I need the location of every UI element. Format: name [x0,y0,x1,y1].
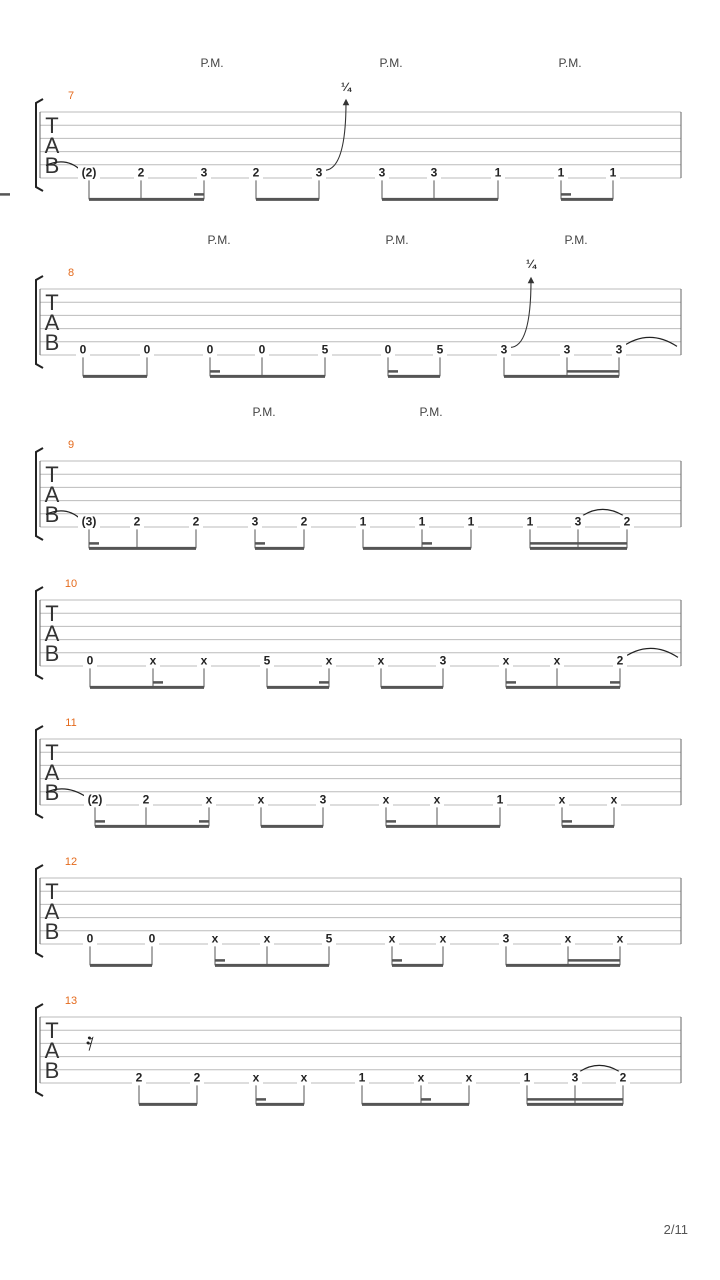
tab-clef-b: B [44,330,60,355]
fret-note: x [564,931,572,946]
tab-clef-a: A [44,760,60,785]
system-12 [36,856,681,965]
fret-note: 1 [496,792,504,807]
fret-note: 3 [430,165,438,180]
tab-clef-t: T [45,740,59,765]
fret-note: 1 [526,514,534,529]
fret-note: (2) [81,165,97,180]
measure-number: 9 [67,439,75,451]
fret-note: x [252,1070,260,1085]
fret-note: 3 [615,342,623,357]
fret-note: 3 [200,165,208,180]
tab-clef-a: A [44,899,60,924]
fret-note: 3 [439,653,447,668]
measure-number: 11 [65,717,77,729]
fret-note: 2 [135,1070,143,1085]
fret-note: x [377,653,385,668]
fret-note: 2 [142,792,150,807]
fret-note: 0 [148,931,156,946]
fret-note: x [149,653,157,668]
palm-mute-label: P.M. [379,56,403,70]
fret-note: 1 [523,1070,531,1085]
fret-note: (2) [87,792,103,807]
tab-clef-a: A [44,1038,60,1063]
tab-clef [45,601,60,666]
measure-number: 10 [64,578,78,590]
tab-clef-a: A [44,621,60,646]
fret-note: x [300,1070,308,1085]
fret-note: 1 [494,165,502,180]
fret-note: x [200,653,208,668]
page-number: 2/11 [663,1222,688,1237]
fret-note: 3 [251,514,259,529]
fret-note: 1 [359,514,367,529]
fret-note: 0 [143,342,151,357]
slur [580,1065,619,1071]
fret-note: 3 [315,165,323,180]
fret-note: 3 [502,931,510,946]
palm-mute-label: P.M. [200,56,224,70]
bend-label: ¼ [340,80,352,94]
tab-clef-b: B [44,153,60,178]
tab-clef [45,879,60,944]
fret-note: 2 [616,653,624,668]
fret-note: 3 [319,792,327,807]
rest-symbol: 𝄿 [86,1026,94,1056]
fret-note: x [417,1070,425,1085]
fret-note: x [610,792,618,807]
system-11 [36,717,681,826]
tab-clef-t: T [45,462,59,487]
fret-note: x [325,653,333,668]
tab-clef-b: B [44,919,60,944]
measure-number: 13 [64,995,78,1007]
fret-note: x [382,792,390,807]
tab-clef-t: T [45,879,59,904]
system-9 [36,405,681,548]
tab-clef-t: T [45,113,59,138]
fret-note: 3 [574,514,582,529]
tab-clef-a: A [44,482,60,507]
fret-note: 5 [325,931,333,946]
tab-clef [45,290,60,355]
fret-note: 2 [300,514,308,529]
fret-note: 0 [86,653,94,668]
fret-note: 0 [206,342,214,357]
fret-note: 2 [193,1070,201,1085]
fret-note: 5 [263,653,271,668]
system-10 [36,578,681,687]
tab-clef-b: B [44,641,60,666]
fret-note: 0 [79,342,87,357]
palm-mute-label: P.M. [419,405,443,419]
fret-note: x [502,653,510,668]
tab-clef-b: B [44,502,60,527]
fret-note: x [439,931,447,946]
bend-label: ¼ [525,257,537,271]
fret-note: 3 [571,1070,579,1085]
fret-note: 2 [192,514,200,529]
slur [583,509,623,515]
fret-note: 3 [378,165,386,180]
fret-note: 2 [252,165,260,180]
tab-clef-b: B [44,780,60,805]
tab-clef-t: T [45,601,59,626]
measure-number: 8 [67,267,75,279]
fret-note: 1 [609,165,617,180]
palm-mute-label: P.M. [207,233,231,247]
tab-clef-a: A [44,310,60,335]
fret-note: 2 [619,1070,627,1085]
palm-mute-label: P.M. [558,56,582,70]
fret-note: x [465,1070,473,1085]
fret-note: 1 [418,514,426,529]
tab-clef [45,1018,60,1083]
fret-note: 2 [137,165,145,180]
tab-clef-b: B [44,1058,60,1083]
fret-note: x [433,792,441,807]
palm-mute-label: P.M. [385,233,409,247]
fret-note: 0 [384,342,392,357]
fret-note: x [211,931,219,946]
tab-clef [45,113,60,178]
fret-note: x [558,792,566,807]
tab-clef [45,740,60,805]
fret-note: 2 [133,514,141,529]
fret-note: x [205,792,213,807]
fret-note: x [616,931,624,946]
measure-number: 12 [64,856,78,868]
tab-clef-t: T [45,290,59,315]
fret-note: 5 [436,342,444,357]
palm-mute-label: P.M. [252,405,276,419]
tab-clef-t: T [45,1018,59,1043]
fret-note: 5 [321,342,329,357]
fret-note: 1 [358,1070,366,1085]
fret-note: 0 [86,931,94,946]
fret-note: 1 [557,165,565,180]
fret-note: x [553,653,561,668]
bend-arrow [510,280,531,347]
fret-note: 3 [500,342,508,357]
fret-note: 0 [258,342,266,357]
fret-note: x [388,931,396,946]
fret-note: x [263,931,271,946]
tab-clef-a: A [44,133,60,158]
system-13 [36,995,681,1104]
fret-note: 2 [623,514,631,529]
fret-note: x [257,792,265,807]
fret-note: 1 [467,514,475,529]
measure-number: 7 [67,90,75,102]
fret-note: 3 [563,342,571,357]
palm-mute-label: P.M. [564,233,588,247]
fret-note: (3) [81,514,97,529]
tab-clef [45,462,60,527]
system-7 [0,56,681,199]
system-8 [36,233,681,376]
